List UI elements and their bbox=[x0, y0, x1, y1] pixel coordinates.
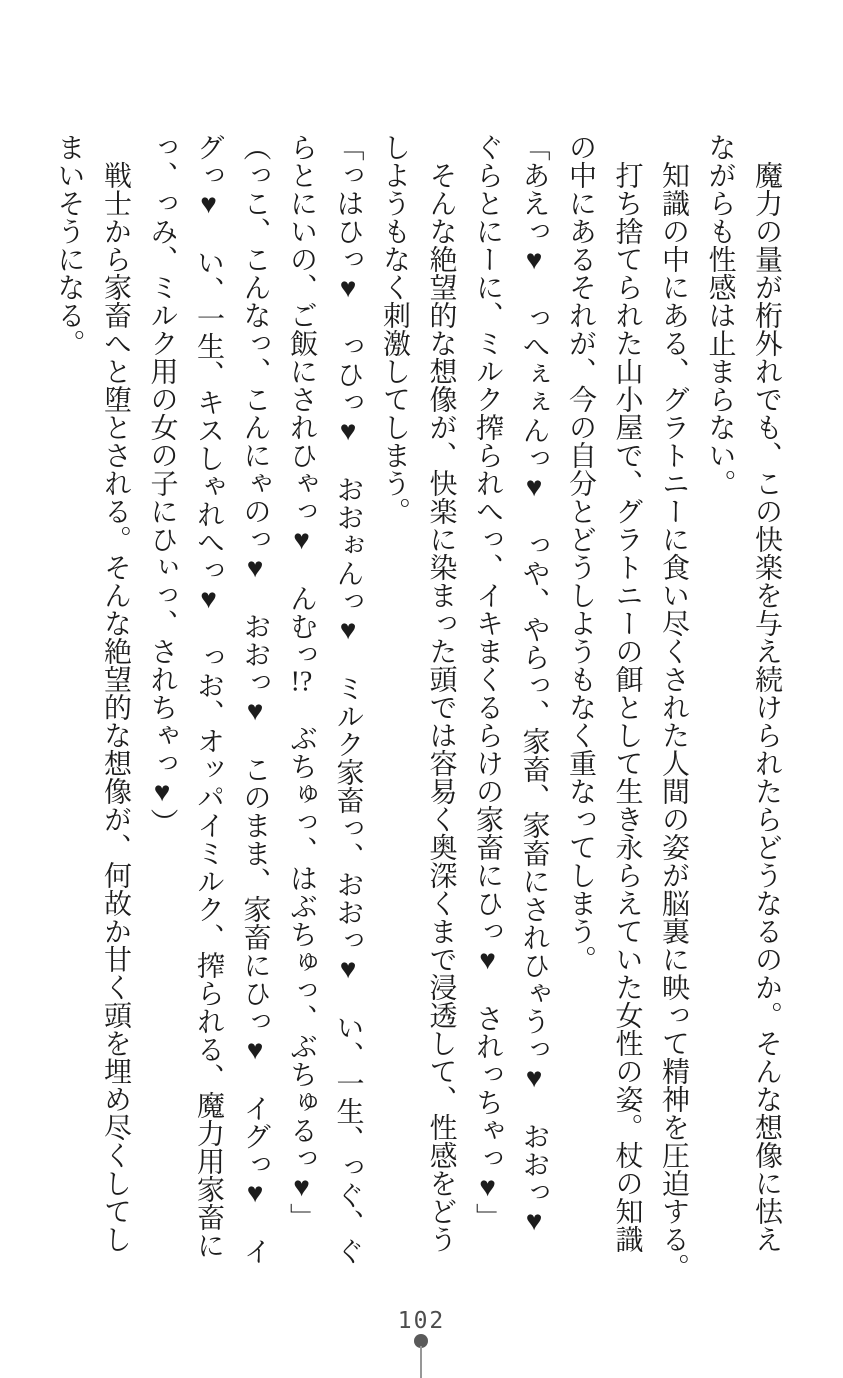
text-line: っ、っみ、ミルク用の女の子にひぃっ、されちゃっ♥） bbox=[146, 133, 178, 836]
text-line: の中にあるそれが、今の自分とどうしようもなく重なってしまう。 bbox=[565, 133, 596, 973]
tatechuyoko-exclamation: !? bbox=[290, 668, 313, 696]
text-line: 魔力の量が桁外れでも、この快楽を与え続けられたらどうなるのか。そんな想像に怯え bbox=[751, 133, 782, 1253]
text-line: しようもなく刺激してしまう。 bbox=[379, 133, 410, 525]
text-line: 知識の中にある、グラトニーに食い尽くされた人間の姿が脳裏に映って精神を圧迫する。 bbox=[658, 133, 689, 1281]
text-line: 「あえっ♥ っへぇぇんっ♥ っや、やらっ、家畜、家畜にされひゃうっ♥ おおっ♥ bbox=[518, 133, 550, 1237]
text-line: ぐらとにーに、ミルク搾られへっ、イキまくるらけの家畜にひっ♥ されっちゃっ♥」 bbox=[472, 133, 503, 1231]
text-block bbox=[45, 133, 789, 1281]
page-number: 102 bbox=[397, 1308, 446, 1334]
text-line-segment: ぶちゅっ、はぶちゅっ、ぶちゅるっ♥」 bbox=[286, 696, 317, 1231]
text-line: そんな絶望的な想像が、快楽に染まった頭では容易く奥深くまで浸透して、性感をどう bbox=[425, 133, 457, 1253]
text-line: 打ち捨てられた山小屋で、グラトニーの餌として生き永らえていた女性の姿。杖の知識 bbox=[611, 133, 643, 1253]
text-line: ながらも性感は止まらない。 bbox=[704, 133, 736, 497]
text-line: 戦士から家畜へと堕とされる。そんな絶望的な想像が、何故か甘く頭を埋め尽くしてし bbox=[100, 133, 131, 1253]
page-position-marker-line bbox=[420, 1346, 422, 1378]
text-line: 「っはひっ♥ っひっ♥ おおぉんっ♥ ミルク家畜っ、おおっ♥ い、一生、っぐ、ぐ bbox=[332, 133, 364, 1265]
text-line-segment: らとにいの、ご飯にされひゃっ♥ んむっ bbox=[286, 133, 317, 668]
text-line: （っこ、こんなっ、こんにゃのっ♥ おおっ♥ このまま、家畜にひっ♥ イグっ♥ イ bbox=[239, 133, 271, 1265]
text-line: グっ♥ い、一生、キスしゃれへっ♥ っお、オッパイミルク、搾られる、魔力用家畜に bbox=[193, 133, 224, 1259]
text-line bbox=[278, 133, 325, 1273]
text-line: まいそうになる。 bbox=[53, 133, 85, 357]
